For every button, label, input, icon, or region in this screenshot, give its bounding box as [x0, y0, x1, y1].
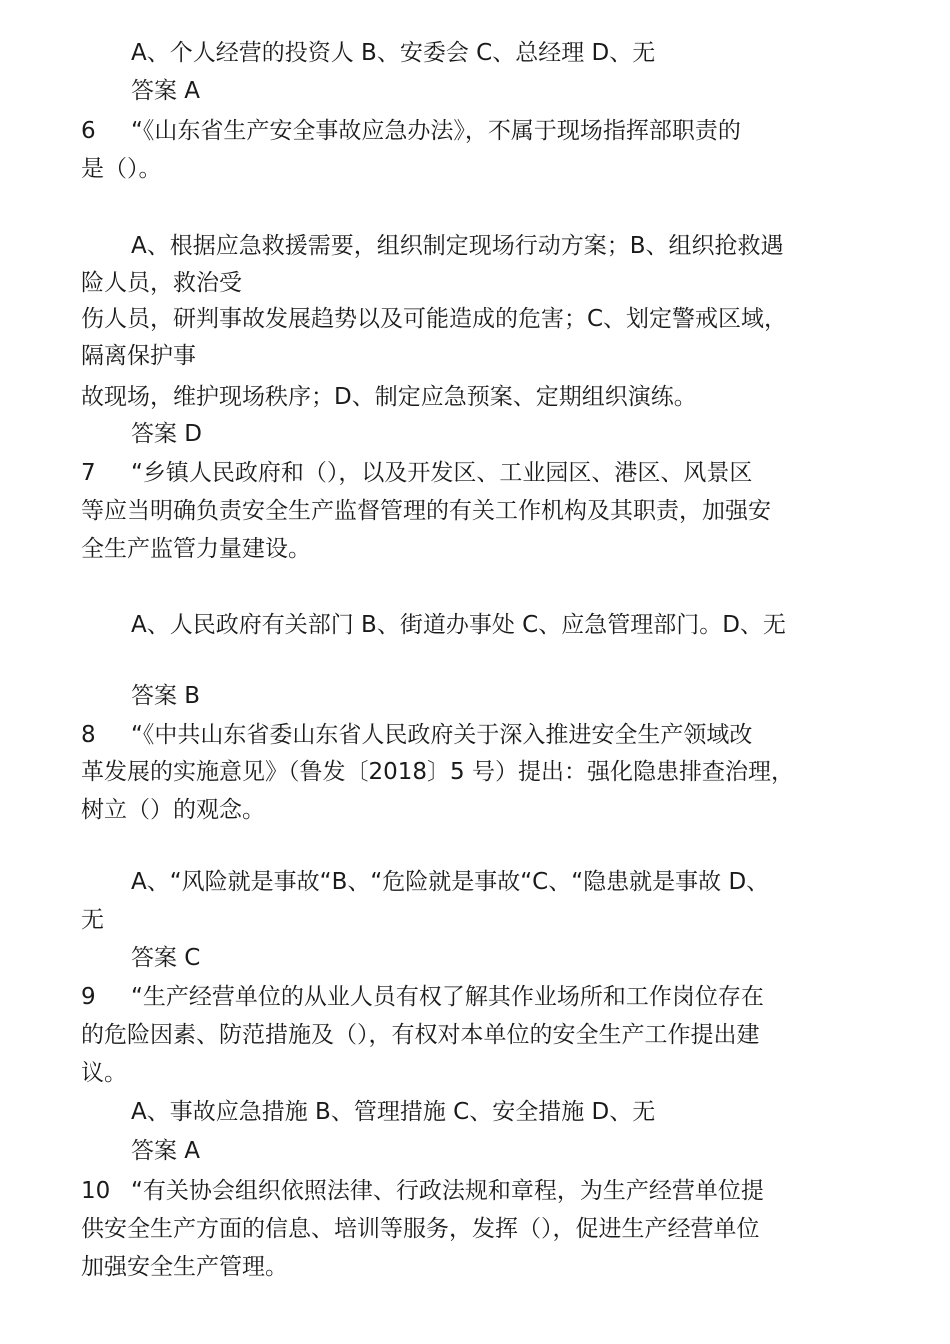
q9-answer: 答案 A — [131, 1138, 201, 1164]
q8-stem-line-1 — [81, 720, 752, 750]
q10-stem-line-1 — [81, 1176, 764, 1206]
q6-answer: 答案 D — [131, 421, 203, 447]
q9-stem-line-3: 议。 — [81, 1060, 127, 1086]
q8-stem-line-2: 革发展的实施意见》（鲁发〔2018〕5 号）提出：强化隐患排查治理， — [81, 759, 794, 785]
q7-stem-line-2: 等应当明确负责安全生产监督管理的有关工作机构及其职责，加强安 — [81, 498, 771, 524]
q10-number: 10 — [81, 1178, 111, 1204]
q6-stem-line-2: 是（）。 — [81, 156, 162, 182]
q7-answer: 答案 B — [131, 683, 201, 709]
q10-stem-line-2: 供安全生产方面的信息、培训等服务，发挥（），促进生产经营单位 — [81, 1216, 760, 1242]
q7-stem-line-1 — [81, 458, 752, 488]
q7-stem-text-1: “乡镇人民政府和（），以及开发区、工业园区、港区、风景区 — [131, 460, 753, 486]
q8-options-line-2: 无 — [81, 907, 104, 933]
q8-stem-line-3: 树立（）的观念。 — [81, 797, 265, 823]
q9-number: 9 — [81, 984, 96, 1010]
q6-stem-text-1: “《山东省生产安全事故应急办法》，不属于现场指挥部职责的 — [131, 118, 741, 144]
q5-options: A、个人经营的投资人 B、安委会 C、总经理 D、无 — [131, 40, 656, 66]
q5-answer: 答案 A — [131, 78, 201, 104]
q7-options: A、人民政府有关部门 B、街道办事处 C、应急管理部门。D、无 — [131, 612, 786, 638]
q9-stem-line-2: 的危险因素、防范措施及（），有权对本单位的安全生产工作提出建 — [81, 1022, 760, 1048]
q7-stem-line-3: 全生产监管力量建设。 — [81, 536, 311, 562]
q6-options-line-3: 伤人员，研判事故发展趋势以及可能造成的危害；C、划定警戒区域， — [81, 306, 788, 332]
q6-options-line-1: A、根据应急救援需要，组织制定现场行动方案；B、组织抢救遇 — [131, 233, 784, 259]
q6-number: 6 — [81, 118, 96, 144]
q9-stem-text-1: “生产经营单位的从业人员有权了解其作业场所和工作岗位存在 — [131, 984, 764, 1010]
q6-options-line-4: 隔离保护事 — [81, 343, 196, 369]
q6-options-line-5: 故现场，维护现场秩序；D、制定应急预案、定期组织演练。 — [81, 384, 697, 410]
q8-number: 8 — [81, 722, 96, 748]
q8-stem-text-1: “《中共山东省委山东省人民政府关于深入推进安全生产领域改 — [131, 722, 753, 748]
q9-options: A、事故应急措施 B、管理措施 C、安全措施 D、无 — [131, 1099, 656, 1125]
q10-stem-text-1: “有关协会组织依照法律、行政法规和章程，为生产经营单位提 — [131, 1178, 764, 1204]
q8-answer: 答案 C — [131, 945, 201, 971]
q6-stem-line-1 — [81, 116, 741, 146]
q10-stem-line-3: 加强安全生产管理。 — [81, 1254, 288, 1280]
q9-stem-line-1 — [81, 982, 764, 1012]
q7-number: 7 — [81, 460, 96, 486]
q8-options-line-1: A、“风险就是事故“B、“危险就是事故“C、“隐患就是事故 D、 — [131, 869, 770, 895]
q6-options-line-2: 险人员，救治受 — [81, 270, 242, 296]
